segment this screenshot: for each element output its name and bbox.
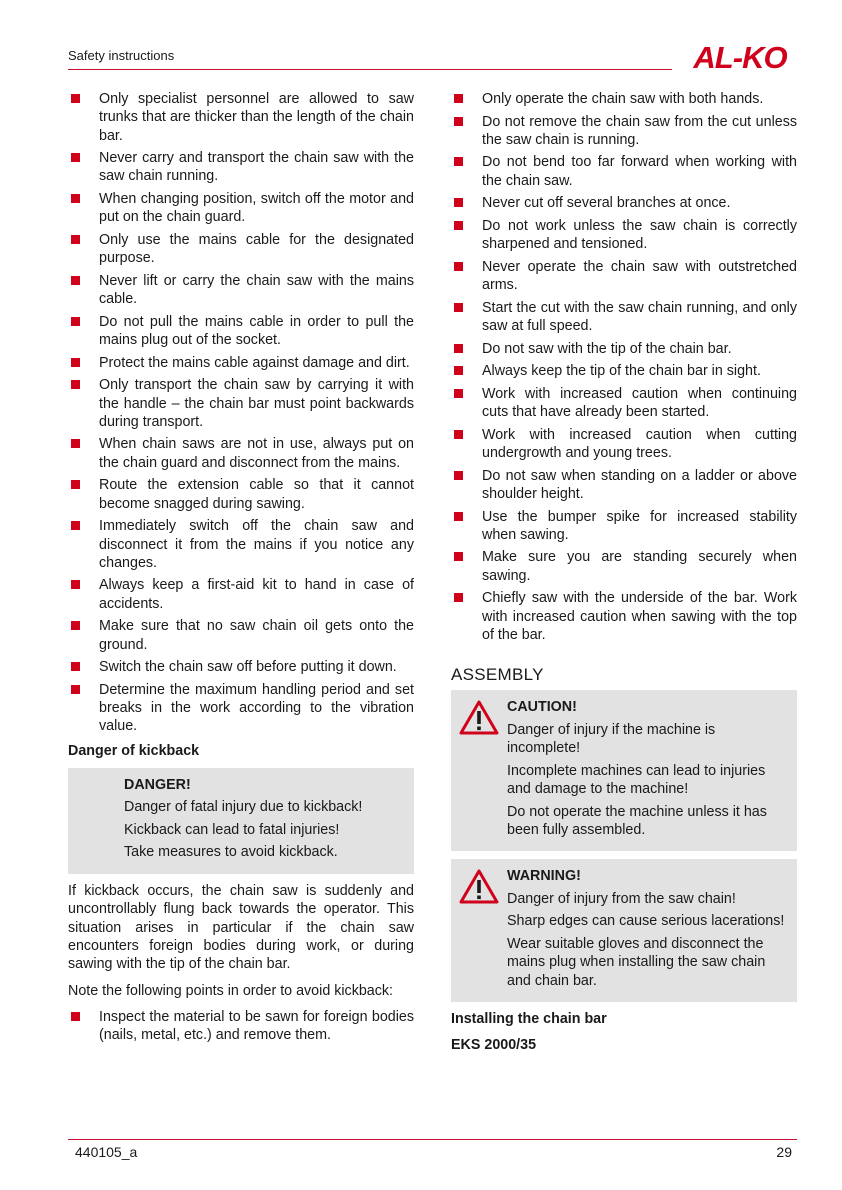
bullet-text: Do not remove the chain saw from the cut unless the saw chain is running. [482,113,797,148]
right-bullet-list [451,90,797,644]
bullet-text: Do not bend too far forward when working with the chain saw. [482,154,797,189]
bullet-text: Determine the maximum handling period and set breaks in the work according to the vibration value. [99,681,414,735]
bullet-text: Do not pull the mains cable in order to pull the mains plug out of the socket. [99,313,414,349]
bullet-text: Start the cut with the saw chain running, and only saw at full speed. [482,299,797,335]
caution-line: Incomplete machines can lead to injuries and damage to the machine! [507,762,766,797]
bullet-square-icon [71,1012,80,1021]
warning-triangle-icon [459,700,499,735]
bullet-square-icon [454,344,463,353]
bullet-text: Chiefly saw with the underside of the bar. Work with increased caution when sawing with the top of the bar. [482,590,797,643]
bullet-text: Work with increased caution when cutting undergrowth and young trees. [482,426,797,462]
caution-title: CAUTION! [507,699,577,716]
bullet-square-icon [71,662,80,671]
bullet-text: Inspect the material to be sawn for foreign bodies (nails, metal, etc.) and remove them. [99,1008,414,1044]
bullet-square-icon [71,235,80,244]
bullet-square-icon [71,317,80,326]
bullet-square-icon [454,94,463,103]
bullet-item [68,376,414,431]
bullet-item [451,113,797,150]
bullet-item [451,426,797,463]
bullet-square-icon [454,157,463,166]
model-heading: EKS 2000/35 [451,1037,537,1054]
left-bullet-list-2 [68,1008,414,1045]
bullet-text: Always keep the tip of the chain bar in sight. [482,363,761,380]
bullet-square-icon [454,471,463,480]
page-header-title: Safety instructions [68,48,175,63]
bullet-square-icon [454,366,463,375]
bullet-square-icon [71,621,80,630]
bullet-item [68,231,414,268]
bullet-square-icon [454,262,463,271]
bullet-text: Do not saw with the tip of the chain bar. [482,340,732,357]
bullet-square-icon [71,153,80,162]
bullet-text: Always keep a first-aid kit to hand in case of accidents. [99,577,414,612]
bullet-square-icon [71,276,80,285]
alko-logo [682,42,798,72]
bullet-item [451,258,797,295]
bullet-square-icon [71,380,80,389]
kickback-heading: Danger of kickback [68,742,200,759]
warning-line: Sharp edges can cause serious lacerations! [507,913,785,930]
bullet-text: Never cut off several branches at once. [482,195,731,212]
warning-title: WARNING! [507,868,581,885]
header-rule [68,69,672,70]
bullet-item [451,217,797,254]
danger-title: DANGER! [124,776,191,793]
bullet-square-icon [454,303,463,312]
bullet-text: Never carry and transport the chain saw with the saw chain running. [99,150,414,185]
bullet-square-icon [71,94,80,103]
kickback-paragraph: If kickback occurs, the chain saw is suddenly and uncontrollably flung back towards the operator. This situation arises in particular if the chain saw encounters foreign bodies during work, or during sawing with the tip of the chain bar. [68,883,414,973]
bullet-square-icon [454,198,463,207]
bullet-item [68,149,414,186]
bullet-item [451,362,797,380]
caution-box [451,690,797,851]
danger-line: Danger of fatal injury due to kickback! [124,799,363,816]
bullet-text: Protect the mains cable against damage and dirt. [99,354,410,371]
bullet-square-icon [71,521,80,530]
bullet-square-icon [454,430,463,439]
bullet-text: Work with increased caution when continuing cuts that have already been started. [482,385,797,421]
bullet-text: Make sure you are standing securely when sawing. [482,549,797,584]
document-code: 440105_a [75,1144,138,1160]
bullet-item [451,589,797,644]
page-number: 29 [776,1144,792,1160]
bullet-square-icon [71,580,80,589]
bullet-square-icon [71,439,80,448]
bullet-text: Do not saw when standing on a ladder or above shoulder height. [482,467,797,502]
caution-line: Danger of injury if the machine is incomplete! [507,721,716,757]
bullet-text: Only operate the chain saw with both hands. [482,91,764,107]
bullet-text: Immediately switch off the chain saw and disconnect it from the mains if you notice any changes. [99,518,414,571]
warning-triangle-icon [459,869,499,904]
kickback-note: Note the following points in order to avoid kickback: [68,982,394,999]
bullet-item [451,467,797,504]
bullet-item [451,340,797,358]
bullet-item [68,617,414,654]
bullet-item [68,681,414,736]
bullet-item [451,299,797,336]
bullet-item [68,272,414,309]
footer-rule [68,1139,797,1140]
bullet-square-icon [71,194,80,203]
bullet-text: Use the bumper spike for increased stability when sawing. [482,508,797,543]
bullet-square-icon [71,480,80,489]
left-bullet-list [68,90,414,736]
bullet-text: Do not work unless the saw chain is correctly sharpened and tensioned. [482,217,797,253]
bullet-text: Only use the mains cable for the designated purpose. [99,231,414,267]
logo-text: AL-KO [693,42,787,72]
bullet-text: Only transport the chain saw by carrying it with the handle – the chain bar must point backwards during transport. [99,377,414,430]
warning-line: Wear suitable gloves and disconnect the mains plug when installing the saw chain and chain bar. [507,935,766,989]
bullet-text: Route the extension cable so that it cannot become snagged during sawing. [99,477,414,512]
bullet-text: When chain saws are not in use, always put on the chain guard and disconnect from the mains. [99,436,414,471]
bullet-item [68,435,414,472]
danger-box [68,768,414,874]
bullet-item [68,190,414,227]
right-column [451,90,797,1063]
bullet-square-icon [71,358,80,367]
install-heading: Installing the chain bar [451,1011,607,1028]
caution-line: Do not operate the machine unless it has been fully assembled. [507,803,767,838]
bullet-square-icon [454,389,463,398]
bullet-text: Only specialist personnel are allowed to saw trunks that are thicker than the length of the chain bar. [99,91,414,144]
bullet-square-icon [454,117,463,126]
bullet-item [451,385,797,422]
bullet-item [451,194,797,212]
bullet-item [68,90,414,145]
bullet-square-icon [71,685,80,694]
bullet-item [68,354,414,372]
bullet-item [68,1008,414,1045]
bullet-square-icon [454,593,463,602]
bullet-item [451,548,797,585]
bullet-item [451,153,797,190]
bullet-text: Never lift or carry the chain saw with the mains cable. [99,272,414,308]
assembly-heading: ASSEMBLY [451,665,544,685]
bullet-text: Switch the chain saw off before putting it down. [99,659,397,676]
danger-line: Take measures to avoid kickback. [124,844,338,861]
bullet-item [451,90,797,108]
bullet-text: When changing position, switch off the motor and put on the chain guard. [99,191,414,226]
bullet-square-icon [454,512,463,521]
bullet-square-icon [454,552,463,561]
bullet-text: Never operate the chain saw with outstretched arms. [482,258,797,294]
danger-line: Kickback can lead to fatal injuries! [124,821,340,838]
bullet-item [451,508,797,545]
bullet-item [68,517,414,572]
warning-line: Danger of injury from the saw chain! [507,890,736,907]
bullet-item [68,313,414,350]
left-column [68,90,414,1049]
bullet-square-icon [454,221,463,230]
bullet-item [68,576,414,613]
warning-box [451,859,797,1002]
bullet-item [68,658,414,676]
bullet-item [68,476,414,513]
bullet-text: Make sure that no saw chain oil gets onto the ground. [99,618,414,653]
